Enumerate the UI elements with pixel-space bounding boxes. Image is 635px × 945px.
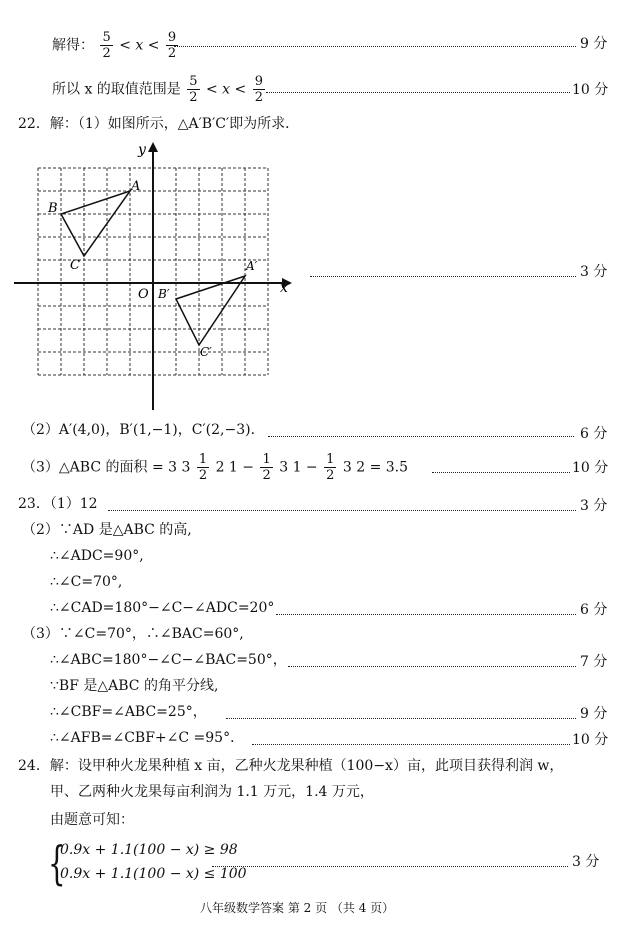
fraction: $\frac{9}{2}$ (254, 74, 263, 105)
triangle-a2b2c2 (176, 276, 245, 345)
coordinate-grid-figure (10, 138, 300, 416)
dot-leader (174, 46, 576, 47)
triangle-abc (61, 191, 130, 256)
dot-leader (266, 92, 570, 93)
dot-leader (310, 276, 576, 277)
score: 10 分 (572, 82, 609, 98)
q23-line: ∴∠CBF=∠ABC=25°， (50, 704, 207, 720)
q23-line: ∴∠CAD=180°−∠C−∠ADC=20° (50, 600, 275, 616)
score: 9 分 (580, 706, 608, 722)
q23-line: （2）∵AD 是△ABC 的高, (22, 522, 192, 538)
q23-line: ∵BF 是△ABC 的角平分线, (50, 678, 219, 694)
score: 3 分 (580, 498, 608, 514)
y-axis-arrow (148, 142, 158, 152)
dot-leader (226, 718, 576, 719)
label-b-prime: B′ (158, 287, 170, 301)
dot-leader (276, 614, 576, 615)
solution-line-2 (52, 74, 267, 105)
q22-heading: 22．解：（1）如图所示，△A′B′C′即为所求． (18, 116, 300, 132)
inequality-1: 0.9x + 1.1(100 − x) ≥ 98 (60, 842, 238, 858)
operator: < x < (205, 81, 247, 98)
q23-line: ∴∠ADC=90°, (50, 548, 144, 564)
origin-label: O (138, 287, 149, 302)
score: 10 分 (572, 460, 609, 476)
score: 9 分 (580, 36, 608, 52)
label-b: B (48, 201, 58, 216)
fraction: $\frac{5}{2}$ (102, 30, 111, 61)
text: 所以 x 的取值范围是 (52, 81, 181, 98)
score: 6 分 (580, 602, 608, 618)
x-axis-label: x (280, 280, 288, 296)
fraction: $\frac{9}{2}$ (167, 30, 177, 61)
q23-line: ∴∠C=70°, (50, 574, 123, 590)
score: 3 分 (580, 264, 608, 280)
q23-part1: 23．（1）12 (18, 496, 98, 512)
score: 10 分 (572, 732, 609, 748)
score: 6 分 (580, 426, 608, 442)
page-footer: 八年级数学答案 第 2 页 （共 4 页） (200, 901, 395, 915)
q23-line: ∴∠ABC=180°−∠C−∠BAC=50°， (50, 652, 287, 668)
q22-part3: （3）△ABC 的面积 = 3 3 $\frac{1}{2}$ 2 1 − $\frac{1}{2}$ 3 1 − $\frac{1}{2}$ 3 2 = 3.5 (22, 452, 409, 483)
fraction: $\frac{1}{2}$ (326, 452, 335, 483)
dot-leader (212, 866, 568, 867)
q24-line: 由题意可知： (50, 812, 134, 828)
q22-part2: （2）A′(4,0)，B′(1,−1)，C′(2,−3)． (22, 422, 265, 438)
dot-leader (268, 436, 574, 437)
label-a-prime: A′ (246, 259, 258, 273)
q24-line: 甲、乙两种火龙果每亩利润为 1.1 万元，1.4 万元， (50, 784, 374, 800)
solution-line-1 (52, 30, 180, 61)
brace: { (48, 836, 66, 890)
q23-line: （3）∵∠C=70°，∴∠BAC=60°, (22, 626, 244, 642)
label-c: C (70, 258, 80, 273)
dot-leader (108, 510, 576, 511)
fraction: $\frac{1}{2}$ (198, 452, 208, 483)
score: 7 分 (580, 654, 608, 670)
fraction: $\frac{1}{2}$ (262, 452, 271, 483)
operator: < x < (119, 37, 160, 54)
dot-leader (432, 472, 570, 473)
dot-leader (288, 666, 576, 667)
label-c-prime: C′ (200, 345, 212, 359)
y-axis-label: y (138, 142, 146, 158)
label-a: A (131, 179, 141, 194)
q23-line: ∴∠AFB=∠CBF+∠C =95°． (50, 730, 245, 746)
score: 3 分 (572, 854, 600, 870)
q24-line: 24．解：设甲种火龙果种植 x 亩，乙种火龙果种植（100−x）亩，此项目获得利润 w， (18, 758, 564, 774)
fraction: $\frac{5}{2}$ (189, 74, 198, 105)
text: 解得： (52, 37, 94, 54)
dot-leader (252, 744, 570, 745)
inequality-2: 0.9x + 1.1(100 − x) ≤ 100 (60, 866, 247, 882)
